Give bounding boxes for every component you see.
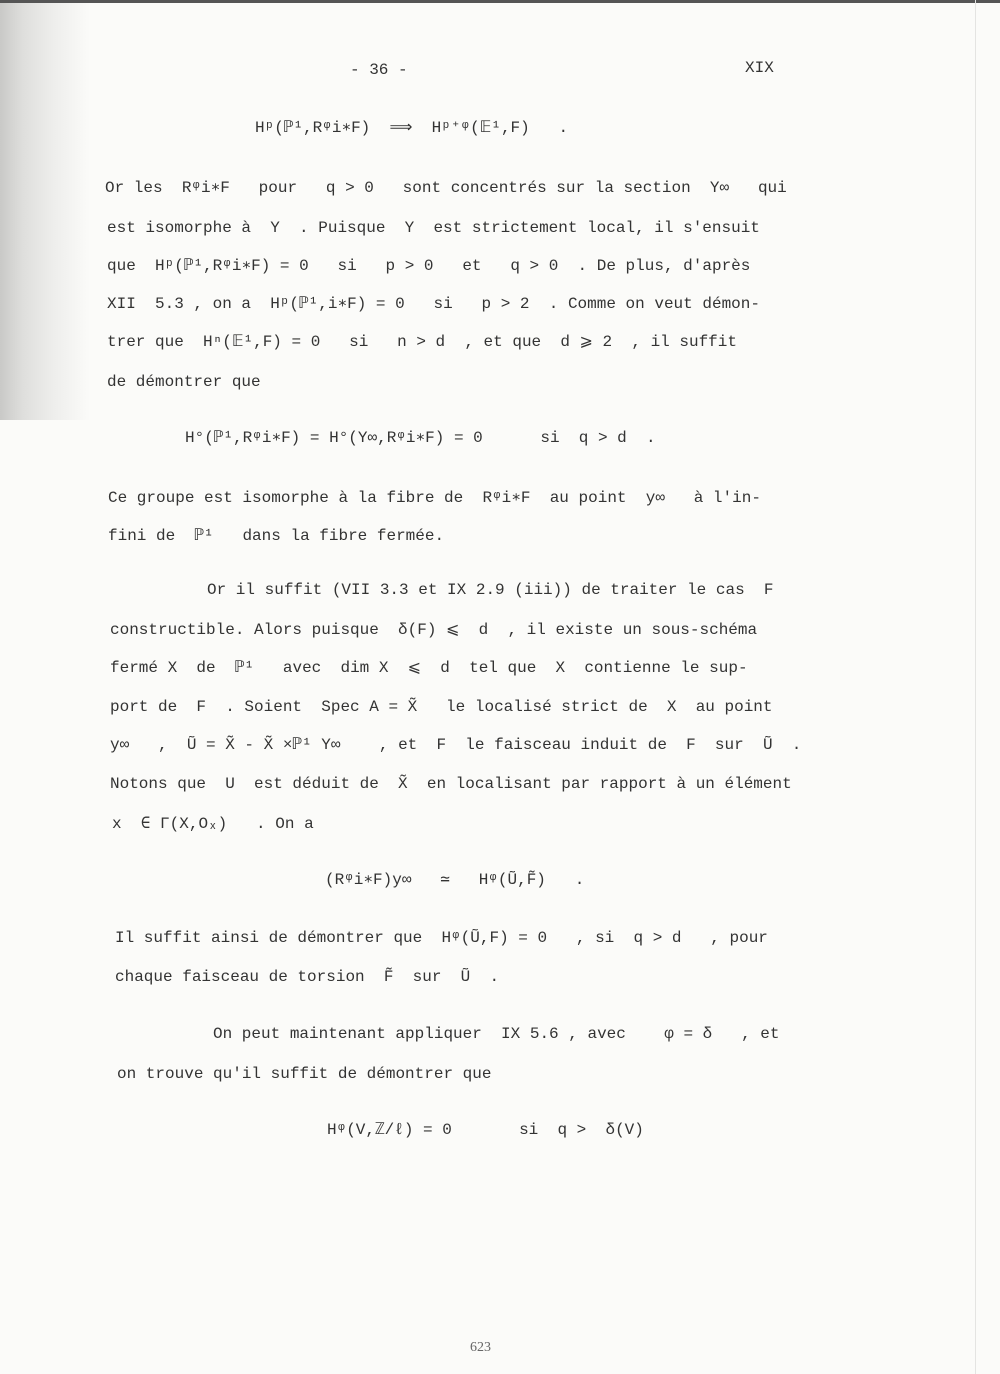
paragraph-start: On peut maintenant appliquer IX 5.6 , avec φ = δ , et: [213, 1025, 780, 1043]
text-line: Notons que U est déduit de X̃ en localisant par rapport à un élément: [110, 775, 792, 793]
page-number: - 36 -: [350, 61, 408, 79]
right-edge-line: [975, 0, 976, 1374]
text-line: port de F . Soient Spec A = X̃ le localisé strict de X au point: [110, 698, 773, 716]
text-line: de démontrer que: [107, 373, 261, 391]
section-number: XIX: [745, 59, 774, 77]
display-formula: H°(ℙ¹,Rᵠi∗F) = H°(Y∞,Rᵠi∗F) = 0 si q > d .: [185, 429, 656, 447]
display-formula: Hᵠ(V,ℤ/ℓ) = 0 si q > δ(V): [327, 1121, 644, 1139]
scan-shadow: [0, 0, 90, 420]
display-formula: (Rᵠi∗F)y∞ ≃ Hᵠ(Ũ,F̃) .: [325, 871, 585, 889]
text-line: x ∈ Γ(X,Oₓ) . On a: [112, 815, 314, 833]
text-line: trer que Hⁿ(𝔼¹,F) = 0 si n > d , et que d ⩾ 2 , il suffit: [107, 333, 737, 351]
text-line: Ce groupe est isomorphe à la fibre de Rᵠi∗F au point y∞ à l'in-: [108, 489, 761, 507]
text-line: constructible. Alors puisque δ(F) ⩽ d , il existe un sous-schéma: [110, 621, 758, 639]
top-edge-line: [0, 0, 1000, 3]
paragraph-start: Or il suffit (VII 3.3 et IX 2.9 (iii)) de traiter le cas F: [207, 581, 774, 599]
text-line: que Hᵖ(ℙ¹,Rᵠi∗F) = 0 si p > 0 et q > 0 . De plus, d'après: [107, 257, 751, 275]
text-line: est isomorphe à Y . Puisque Y est strictement local, il s'ensuit: [107, 219, 760, 237]
text-line: on trouve qu'il suffit de démontrer que: [117, 1065, 492, 1083]
text-line: fini de ℙ¹ dans la fibre fermée.: [108, 527, 445, 545]
spectral-sequence-formula: Hᵖ(ℙ¹,Rᵠi∗F) ⟹ Hᵖ⁺ᵠ(𝔼¹,F) .: [255, 119, 569, 137]
text-line: chaque faisceau de torsion F̃ sur Ũ .: [115, 968, 500, 986]
text-line: Il suffit ainsi de démontrer que Hᵠ(Ũ,F) = 0 , si q > d , pour: [115, 929, 768, 947]
text-line: Or les Rᵠi∗F pour q > 0 sont concentrés sur la section Y∞ qui: [105, 179, 787, 197]
text-line: y∞ , Ũ = X̃ - X̃ ×ℙ¹ Y∞ , et F le faisceau induit de F sur Ũ .: [110, 736, 802, 754]
text-line: fermé X de ℙ¹ avec dim X ⩽ d tel que X contienne le sup-: [110, 659, 748, 677]
text-line: XII 5.3 , on a Hᵖ(ℙ¹,i∗F) = 0 si p > 2 . Comme on veut démon-: [107, 295, 760, 313]
folio-number: 623: [470, 1340, 491, 1355]
